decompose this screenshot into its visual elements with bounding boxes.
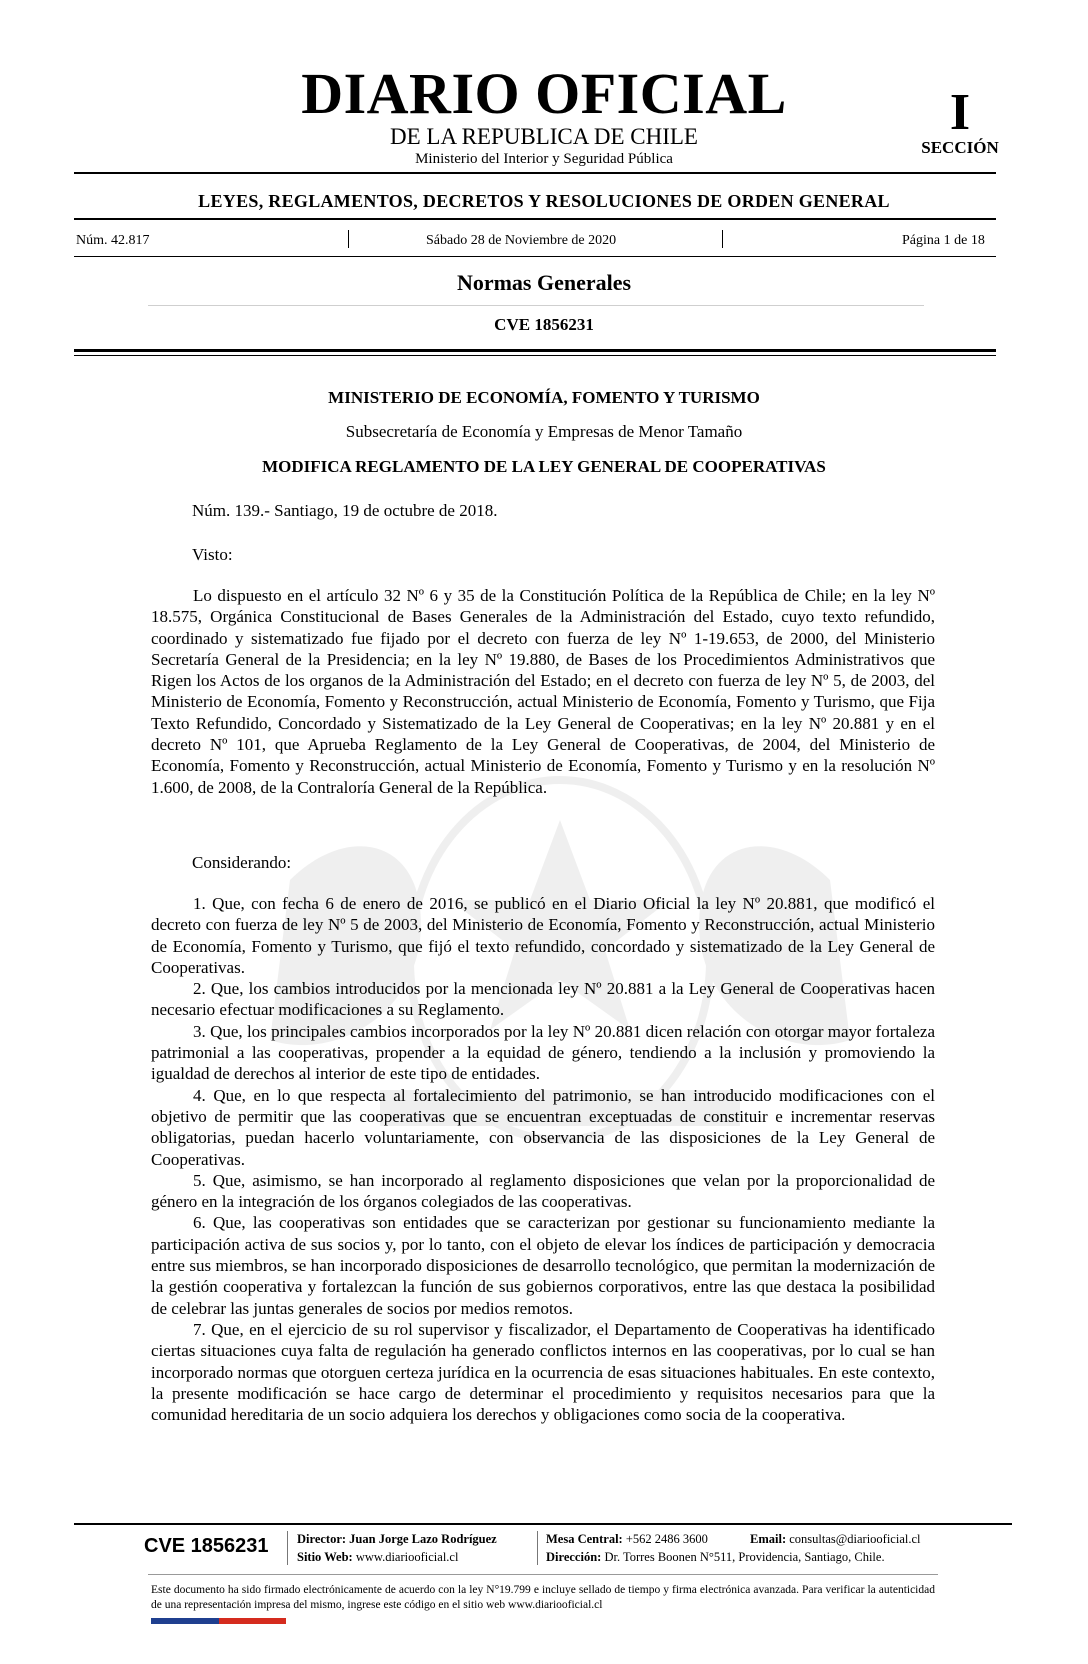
section-label: SECCIÓN bbox=[921, 138, 999, 157]
visto-text: Lo dispuesto en el artículo 32 Nº 6 y 35 de la Constitución Política de la República de Chile; en la ley Nº 18.575, Orgánica Constitucional de Bases Generales de la Administración del Estado, cuyo texto refundido, coordinado y sistematizado fue fijado por el decreto con fuerza de ley Nº 1-19.653, de 2000, del Ministerio Secretaría General de la Presidencia; en la ley Nº 19.880, de Bases de los Procedimientos Administrativos que Rigen los Actos de los organos de la Administración del Estado; en el decreto con fuerza de ley Nº 5, de 2003, del Ministerio de Economía, Fomento y Reconstrucción, actual Ministerio de Economía, Fomento y Turismo, que Fija Texto Refundido, Concordado y Sistematizado de la Ley General de Cooperativas; en la ley Nº 20.881 y en el decreto Nº 101, que Aprueba Reglamento de la Ley General de Cooperativas, de 2004, del Ministerio de Economía, Fomento y Reconstrucción, actual Ministerio de Economía, Fomento y Turismo y en la resolución Nº 1.600, de 2008, de la Contraloría General de la República. bbox=[151, 586, 935, 797]
masthead-rule bbox=[74, 172, 996, 174]
section-number: I bbox=[949, 84, 971, 141]
considerandos-list bbox=[151, 893, 935, 1425]
footer-legal-note: Este documento ha sido firmado electrónicamente de acuerdo con la ley N°19.799 e incluye sellado de tiempo y firma electrónica avanzada. Para verificar la autenticidad de una representación impresa del mismo, ingrese este código en el sitio web www.diariooficial.cl bbox=[151, 1584, 935, 1611]
cve-code: CVE 1856231 bbox=[494, 315, 594, 334]
ministry-heading: MINISTERIO DE ECONOMÍA, FOMENTO Y TURISMO bbox=[328, 388, 760, 407]
footer-phone-label: Mesa Central: bbox=[546, 1532, 623, 1546]
meta-separator bbox=[348, 230, 349, 248]
footer-website-link[interactable]: www.diariooficial.cl bbox=[355, 1550, 459, 1564]
footer-website-label: Sitio Web: bbox=[297, 1550, 353, 1564]
subsecretaria-heading: Subsecretaría de Economía y Empresas de Menor Tamaño bbox=[345, 422, 743, 441]
considerando-item: 6. Que, las cooperativas son entidades que se caracterizan por gestionar su funcionamiento mediante la participación activa de sus socios y, por lo tanto, con el objeto de elevar los índices de participación y democracia entre sus miembros, se han incorporado disposiciones de desarrollo tecnológico, que permitan la modernización de la gestión cooperativa y fortalezcan la función de sus gobiernos corporativos, entre las que destaca la posibilidad de celebrar las juntas generales de socios por medios remotos. bbox=[151, 1213, 935, 1318]
footer-email-label: Email: bbox=[750, 1532, 787, 1546]
subject-rule bbox=[74, 218, 996, 220]
footer-separator bbox=[287, 1531, 288, 1565]
considerando-item: 5. Que, asimismo, se han incorporado al reglamento disposiciones que velan por la proporcionalidad de género en la integración de los órganos colegiados de las cooperativas. bbox=[151, 1170, 935, 1212]
issue-number: Núm. 42.817 bbox=[76, 233, 150, 248]
visto-paragraph bbox=[151, 585, 935, 798]
footer-director bbox=[297, 1531, 497, 1547]
visto-label: Visto: bbox=[192, 545, 233, 564]
category-heading: Normas Generales bbox=[456, 270, 632, 295]
footer-rule bbox=[74, 1523, 1012, 1525]
flag-stripe-blue bbox=[151, 1618, 219, 1624]
considerando-item: 1. Que, con fecha 6 de enero de 2016, se publicó en el Diario Oficial la ley Nº 20.881, que modificó el decreto con fuerza de ley Nº 5 de 2003, del Ministerio de Economía, Fomento y Reconstrucción, actual Ministerio de Economía, Fomento y Turismo, que fijó el texto refundido, concordado y sistematizado de la Ley General de Cooperativas. bbox=[151, 894, 935, 977]
considerando-item: 4. Que, en lo que respecta al fortalecimiento del patrimonio, se han introducido modificaciones con el objetivo de permitir que las cooperativas que se encuentran exceptuadas de constituir e incrementar reservas obligatorias, puedan hacerlo voluntariamente, con observancia de las disposiciones de la Ley General de Cooperativas. bbox=[151, 1085, 935, 1169]
newspaper-subtitle: DE LA REPUBLICA DE CHILE bbox=[390, 124, 698, 149]
footer-director-name: Juan Jorge Lazo Rodríguez bbox=[349, 1532, 497, 1546]
meta-rule bbox=[74, 256, 996, 257]
footer-director-label: Director: bbox=[297, 1532, 347, 1546]
meta-separator bbox=[722, 230, 723, 248]
subject-heading: LEYES, REGLAMENTOS, DECRETOS Y RESOLUCIONES DE ORDEN GENERAL bbox=[198, 191, 890, 211]
considerando-item: 7. Que, en el ejercicio de su rol supervisor y fiscalizador, el Departamento de Cooperativas ha identificado ciertas situaciones cuya falta de regulación ha generado conflictos internos en las cooperativas, por lo cual se han incorporado normas que otorguen certeza jurídica en la ocurrencia de esas situaciones habituales. En este contexto, la presente modificación se hace cargo de determinar el procedimiento y requisitos necesarios para que la comunidad hereditaria de un socio adquiera los derechos y obligaciones como socia de la cooperativa. bbox=[151, 1319, 935, 1425]
footer-address-text: Dr. Torres Boonen N°511, Providencia, Santiago, Chile. bbox=[604, 1550, 885, 1564]
newspaper-title: DIARIO OFICIAL bbox=[301, 61, 787, 126]
footer-address-label: Dirección: bbox=[546, 1550, 602, 1564]
page-indicator: Página 1 de 18 bbox=[902, 233, 985, 248]
footer-email-link[interactable]: consultas@diariooficial.cl bbox=[789, 1532, 921, 1546]
footer-phone bbox=[546, 1531, 708, 1547]
newspaper-ministry: Ministerio del Interior y Seguridad Pública bbox=[415, 151, 673, 167]
footer-cve-code: CVE 1856231 bbox=[144, 1535, 269, 1557]
header-thin-rule bbox=[74, 355, 996, 356]
document-title: MODIFICA REGLAMENTO DE LA LEY GENERAL DE COOPERATIVAS bbox=[262, 457, 826, 476]
footer-inner-rule bbox=[148, 1574, 938, 1575]
flag-stripe-red bbox=[219, 1618, 286, 1624]
category-rule bbox=[148, 305, 924, 306]
considerando-item: 3. Que, los principales cambios incorporados por la ley Nº 20.881 dicen relación con otorgar mayor fortaleza patrimonial a las cooperativas, propender a la equidad de género, tendiendo a la inclusión y promoviendo la igualdad de derechos al interior de este tipo de entidades. bbox=[151, 1021, 935, 1084]
header-thick-rule bbox=[74, 349, 996, 352]
considerando-label: Considerando: bbox=[192, 853, 292, 872]
decree-number: Núm. 139.- Santiago, 19 de octubre de 2018. bbox=[192, 501, 498, 520]
footer-address bbox=[546, 1549, 885, 1565]
footer-separator bbox=[537, 1531, 538, 1565]
issue-date: Sábado 28 de Noviembre de 2020 bbox=[426, 233, 617, 248]
footer-email bbox=[750, 1531, 921, 1547]
considerando-item: 2. Que, los cambios introducidos por la mencionada ley Nº 20.881 a la Ley General de Cooperativas hacen necesario efectuar modificaciones a su Reglamento. bbox=[151, 979, 935, 1020]
footer-phone-number: +562 2486 3600 bbox=[625, 1532, 708, 1546]
footer-website bbox=[297, 1549, 458, 1565]
